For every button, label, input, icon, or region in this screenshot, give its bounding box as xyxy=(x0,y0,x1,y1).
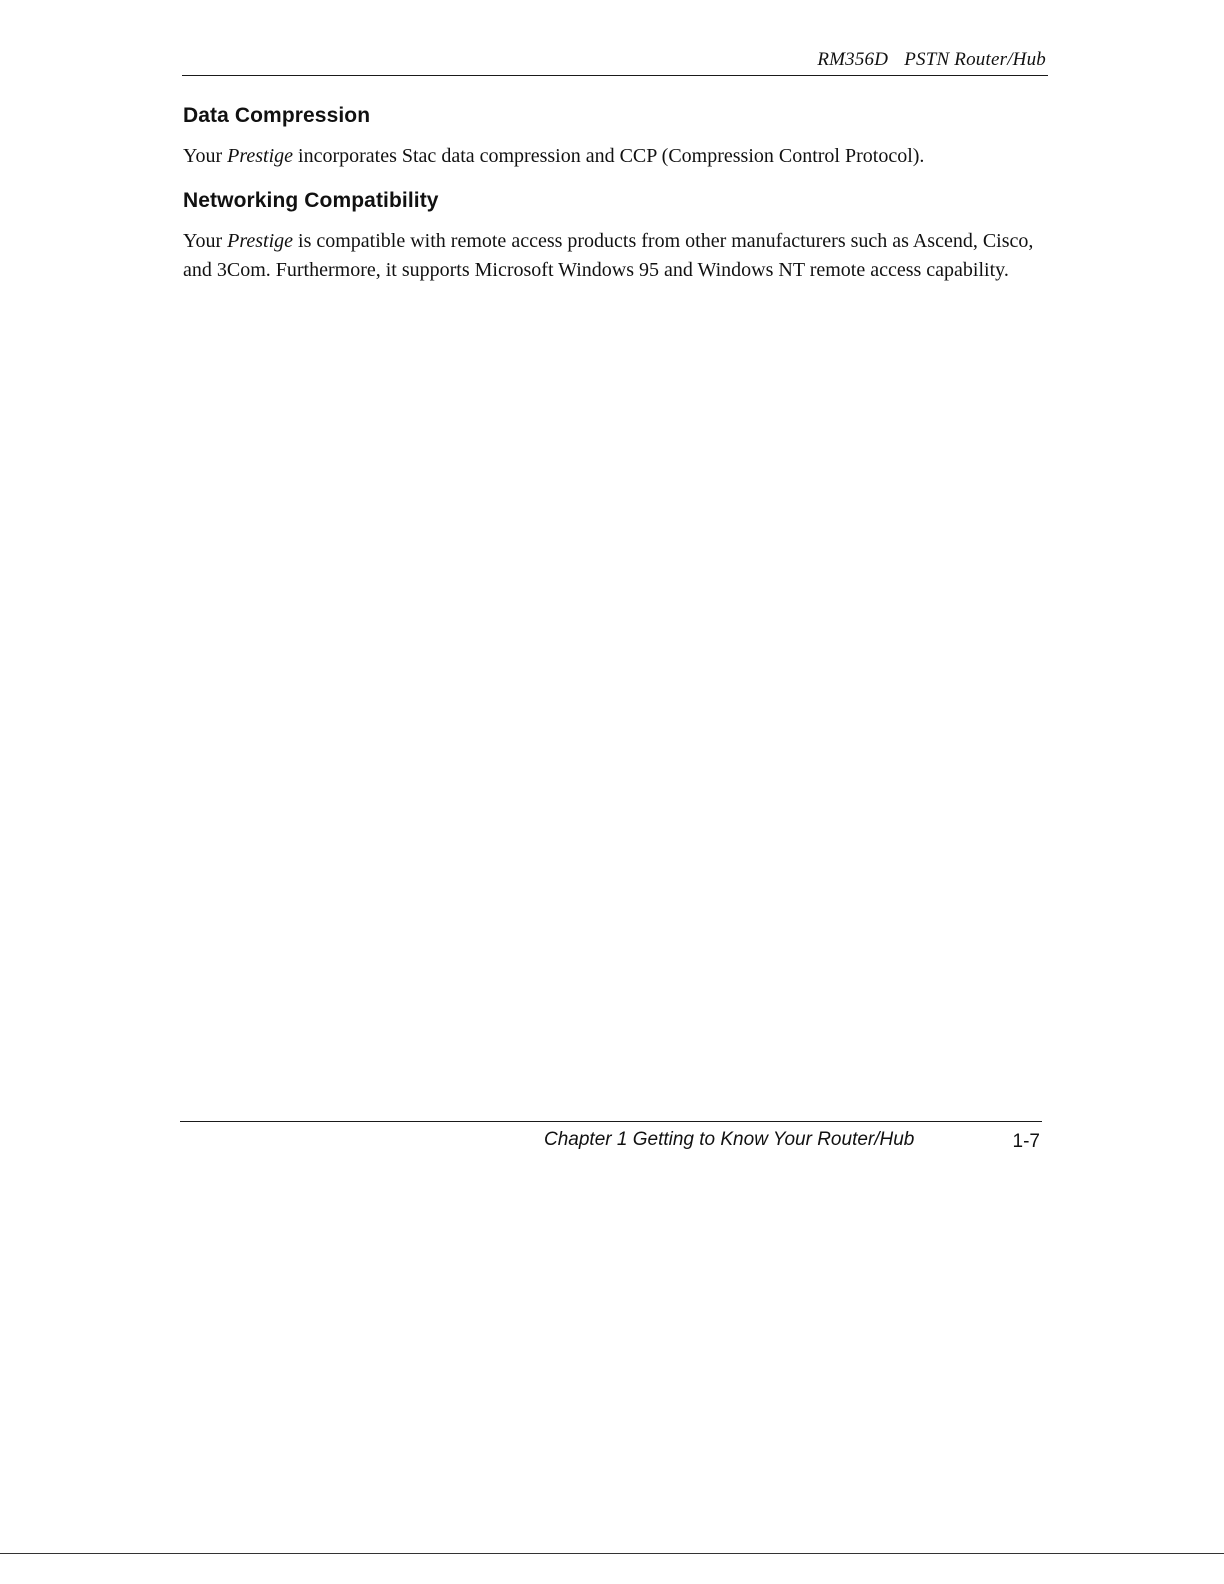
product-name: Prestige xyxy=(227,230,294,252)
page-footer xyxy=(180,1121,1042,1152)
header-model: RM356D xyxy=(817,49,889,70)
para-text: Your xyxy=(183,145,228,167)
section-paragraph-networking-compatibility xyxy=(183,227,1043,285)
running-header xyxy=(817,49,1046,71)
para-text: Your xyxy=(183,230,228,252)
para-text: incorporates Stac data compression and CCP (Compression Control Protocol). xyxy=(293,145,925,167)
section-heading-data-compression: Data Compression xyxy=(183,104,371,127)
page-body xyxy=(183,100,1043,285)
section-paragraph-data-compression xyxy=(183,142,1043,171)
product-name: Prestige xyxy=(227,145,294,167)
footer-chapter-title: Chapter 1 Getting to Know Your Router/Hub xyxy=(544,1129,915,1150)
footer-page-number: 1-7 xyxy=(1012,1131,1040,1152)
header-product: PSTN Router/Hub xyxy=(904,49,1046,70)
section-heading-networking-compatibility: Networking Compatibility xyxy=(183,189,439,212)
scan-edge-divider xyxy=(0,1553,1224,1554)
para-text: is compatible with remote access products from other manufacturers such as Ascend, Cisco, and 3Com. Furthermore, it supports Microsoft Windows 95 and Windows NT remote access capability. xyxy=(183,230,1034,281)
page-header xyxy=(182,47,1048,76)
